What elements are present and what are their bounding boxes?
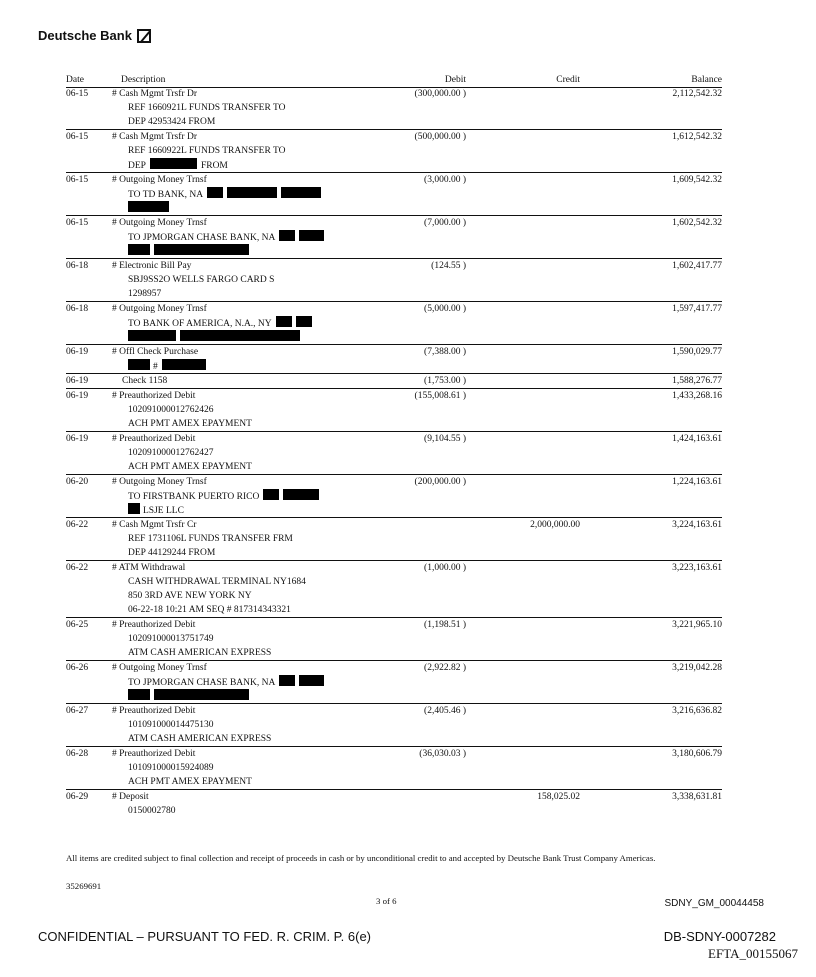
row-date: 06-27: [66, 706, 89, 716]
redaction-box: [128, 244, 150, 255]
table-row: [66, 561, 722, 618]
row-detail: CASH WITHDRAWAL TERMINAL NY1684: [128, 577, 306, 587]
row-type: # Preauthorized Debit: [112, 434, 196, 444]
row-balance: 1,224,163.61: [672, 477, 722, 487]
row-type: # Cash Mgmt Trsfr Cr: [112, 520, 197, 530]
row-type: # Outgoing Money Trnsf: [112, 175, 207, 185]
table-row: [66, 389, 722, 432]
row-detail: ATM CASH AMERICAN EXPRESS: [128, 734, 272, 744]
table-row: [66, 475, 722, 518]
row-type: # Offl Check Purchase: [112, 347, 199, 357]
row-date: 06-18: [66, 304, 89, 314]
redaction-box: [180, 330, 300, 341]
row-debit: (1,753.00 ): [424, 376, 466, 386]
row-date: 06-22: [66, 563, 89, 573]
row-type: # Electronic Bill Pay: [112, 261, 192, 271]
redaction-box: [279, 230, 295, 241]
deutsche-bank-slash-icon: [137, 29, 151, 43]
row-debit: (5,000.00 ): [424, 304, 466, 314]
table-row: [66, 618, 722, 661]
row-detail: [112, 201, 768, 215]
row-detail: [112, 187, 768, 201]
row-date: 06-22: [66, 520, 89, 530]
row-credit: 2,000,000.00: [530, 520, 580, 530]
redaction-box: [296, 316, 312, 327]
row-detail: [112, 689, 768, 703]
row-detail: [112, 489, 768, 503]
table-row: [66, 216, 722, 259]
row-detail: REF 1660922L FUNDS TRANSFER TO: [128, 146, 286, 156]
row-date: 06-18: [66, 261, 89, 271]
row-debit: (155,008.61 ): [414, 391, 466, 401]
redaction-box: [279, 675, 295, 686]
row-detail: [112, 230, 768, 244]
redaction-box: [227, 187, 277, 198]
table-row: [66, 345, 722, 374]
bank-name: Deutsche Bank: [38, 28, 132, 43]
redaction-box: [207, 187, 223, 198]
row-detail: DEP 44129244 FROM: [128, 548, 216, 558]
row-date: 06-19: [66, 391, 89, 401]
row-balance: 3,224,163.61: [672, 520, 722, 530]
row-detail: [112, 158, 768, 172]
bates-db-sdny: DB-SDNY-0007282: [663, 929, 776, 944]
row-detail: 06-22-18 10:21 AM SEQ # 817314343321: [128, 605, 291, 615]
row-debit: (2,922.82 ): [424, 663, 466, 673]
row-debit: (7,000.00 ): [424, 218, 466, 228]
row-date: 06-28: [66, 749, 89, 759]
redaction-box: [128, 201, 169, 212]
row-detail: 102091000012762426: [128, 405, 214, 415]
row-date: 06-15: [66, 175, 89, 185]
detail-text: TO FIRSTBANK PUERTO RICO: [128, 492, 260, 502]
page-number: 3 of 6: [376, 896, 397, 906]
redaction-box: [128, 689, 150, 700]
row-type: # Preauthorized Debit: [112, 749, 196, 759]
redaction-box: [281, 187, 321, 198]
redaction-box: [283, 489, 319, 500]
row-date: 06-19: [66, 376, 89, 386]
redaction-box: [299, 675, 324, 686]
detail-text: FROM: [200, 161, 228, 171]
row-type: # Outgoing Money Trnsf: [112, 218, 207, 228]
detail-text: #: [153, 362, 158, 372]
detail-text: TO TD BANK, NA: [128, 190, 204, 200]
row-balance: 1,424,163.61: [672, 434, 722, 444]
row-detail: ACH PMT AMEX EPAYMENT: [128, 777, 252, 787]
row-detail: ATM CASH AMERICAN EXPRESS: [128, 648, 272, 658]
redaction-box: [162, 359, 206, 370]
row-detail: REF 1660921L FUNDS TRANSFER TO: [128, 103, 286, 113]
row-detail: 101091000015924089: [128, 763, 214, 773]
bank-logo: [38, 28, 151, 43]
row-debit: (36,030.03 ): [419, 749, 466, 759]
row-balance: 3,219,042.28: [672, 663, 722, 673]
table-row: [66, 661, 722, 704]
account-reference: 35269691: [66, 881, 102, 891]
row-date: 06-25: [66, 620, 89, 630]
row-detail: 102091000013751749: [128, 634, 214, 644]
row-credit: 158,025.02: [537, 792, 580, 802]
row-detail: 0150002780: [128, 806, 176, 816]
row-balance: 3,216,636.82: [672, 706, 722, 716]
row-date: 06-20: [66, 477, 89, 487]
row-detail: SBJ9SS2O WELLS FARGO CARD S: [128, 275, 275, 285]
table-row: [66, 259, 722, 302]
bates-sdny-gm: SDNY_GM_00044458: [664, 898, 764, 909]
row-type: # Cash Mgmt Trsfr Dr: [112, 89, 197, 99]
table-row: [66, 704, 722, 747]
detail-text: LSJE LLC: [143, 506, 184, 516]
row-debit: (9,104.55 ): [424, 434, 466, 444]
table-row: [66, 432, 722, 475]
row-balance: 1,433,268.16: [672, 391, 722, 401]
header-credit: Credit: [556, 75, 580, 85]
row-balance: 3,221,965.10: [672, 620, 722, 630]
table-row: [66, 747, 722, 790]
header-balance: Balance: [691, 75, 722, 85]
row-detail: ACH PMT AMEX EPAYMENT: [128, 419, 252, 429]
row-balance: 3,223,163.61: [672, 563, 722, 573]
row-type: # Outgoing Money Trnsf: [112, 663, 207, 673]
row-balance: 1,612,542.32: [672, 132, 722, 142]
row-type: # Deposit: [112, 792, 149, 802]
detail-text: DEP: [128, 161, 146, 171]
row-balance: 1,597,417.77: [672, 304, 722, 314]
detail-text: TO JPMORGAN CHASE BANK, NA: [128, 678, 276, 688]
row-type: # Outgoing Money Trnsf: [112, 304, 207, 314]
row-type: # Outgoing Money Trnsf: [112, 477, 207, 487]
redaction-box: [154, 244, 249, 255]
row-debit: (2,405.46 ): [424, 706, 466, 716]
header-debit: Debit: [444, 75, 466, 85]
row-date: 06-19: [66, 347, 89, 357]
row-date: 06-26: [66, 663, 89, 673]
row-balance: 1,609,542.32: [672, 175, 722, 185]
redaction-box: [154, 689, 249, 700]
redaction-box: [299, 230, 324, 241]
row-detail: REF 1731106L FUNDS TRANSFER FRM: [128, 534, 293, 544]
table-header: [66, 73, 722, 88]
table-row: [66, 173, 722, 216]
row-balance: 3,180,606.79: [672, 749, 722, 759]
redaction-box: [263, 489, 279, 500]
confidential-legend: CONFIDENTIAL – PURSUANT TO FED. R. CRIM. P. 6(e): [38, 929, 372, 944]
row-balance: 1,602,542.32: [672, 218, 722, 228]
row-detail: [112, 359, 768, 373]
row-type: # Preauthorized Debit: [112, 620, 196, 630]
table-row: [66, 374, 722, 389]
table-row: [66, 130, 722, 173]
row-debit: (124.55 ): [431, 261, 466, 271]
row-date: 06-15: [66, 218, 89, 228]
row-debit: (300,000.00 ): [414, 89, 466, 99]
detail-text: TO JPMORGAN CHASE BANK, NA: [128, 233, 276, 243]
row-detail: [112, 244, 768, 258]
redaction-box: [150, 158, 197, 169]
row-detail: [112, 330, 768, 344]
table-row: [66, 302, 722, 345]
header-date: Date: [66, 75, 84, 85]
row-debit: (7,388.00 ): [424, 347, 466, 357]
redaction-box: [276, 316, 292, 327]
row-detail: 102091000012762427: [128, 448, 214, 458]
bates-efta: EFTA_00155067: [708, 946, 798, 961]
row-debit: (3,000.00 ): [424, 175, 466, 185]
row-type: # Preauthorized Debit: [112, 391, 196, 401]
row-date: 06-15: [66, 132, 89, 142]
row-date: 06-29: [66, 792, 89, 802]
collection-notice: All items are credited subject to final collection and receipt of proceeds in cash or by unconditional credit to and accepted by Deutsche Bank Trust Company Americas.: [66, 853, 656, 863]
row-detail: 1298957: [128, 289, 162, 299]
row-type: # Cash Mgmt Trsfr Dr: [112, 132, 197, 142]
row-debit: (200,000.00 ): [414, 477, 466, 487]
row-balance: 2,112,542.32: [672, 89, 722, 99]
row-detail: ACH PMT AMEX EPAYMENT: [128, 462, 252, 472]
row-balance: 1,590,029.77: [672, 347, 722, 357]
row-detail: [112, 316, 768, 330]
table-row: [66, 790, 722, 818]
row-date: 06-15: [66, 89, 89, 99]
row-date: 06-19: [66, 434, 89, 444]
transactions-table: [66, 87, 722, 818]
row-balance: 1,602,417.77: [672, 261, 722, 271]
row-debit: (1,000.00 ): [424, 563, 466, 573]
header-description: Description: [121, 75, 166, 85]
row-detail: [112, 675, 768, 689]
detail-text: TO BANK OF AMERICA, N.A., NY: [128, 319, 272, 329]
row-type: # Preauthorized Debit: [112, 706, 196, 716]
row-debit: (1,198.51 ): [424, 620, 466, 630]
row-balance: 1,588,276.77: [672, 376, 722, 386]
row-detail: [112, 503, 768, 517]
row-balance: 3,338,631.81: [672, 792, 722, 802]
row-detail: 850 3RD AVE NEW YORK NY: [128, 591, 252, 601]
row-detail: 101091000014475130: [128, 720, 214, 730]
row-type: Check 1158: [122, 376, 168, 386]
redaction-box: [128, 330, 176, 341]
row-detail: DEP 42953424 FROM: [128, 117, 216, 127]
redaction-box: [128, 503, 140, 514]
redaction-box: [128, 359, 150, 370]
table-row: [66, 518, 722, 561]
row-type: # ATM Withdrawal: [112, 563, 186, 573]
row-debit: (500,000.00 ): [414, 132, 466, 142]
table-row: [66, 87, 722, 130]
